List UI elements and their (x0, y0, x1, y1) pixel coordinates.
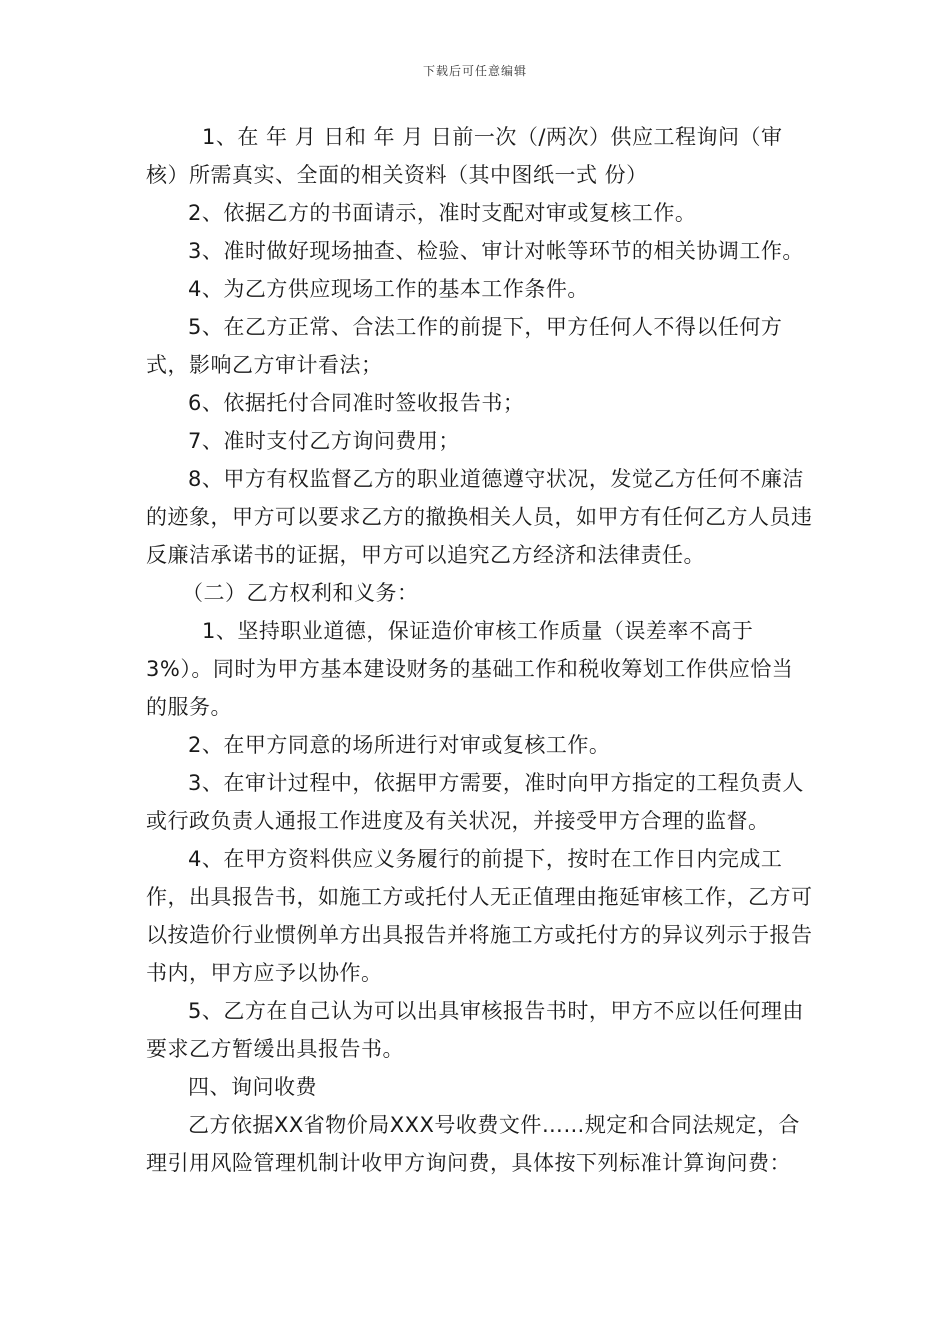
paragraph-jia-4: 4、为乙方供应现场工作的基本工作条件。 (188, 277, 589, 301)
paragraph-jia-7: 7、准时支付乙方询问费用； (188, 429, 460, 453)
paragraph-yi-3: 3、在审计过程中，依据甲方需要，准时向甲方指定的工程负责人或行政负责人通报工作进度及有关状况，并接受甲方合理的监督。 (146, 771, 804, 833)
paragraph-jia-2: 2、依据乙方的书面请示，准时支配对审或复核工作。 (188, 201, 697, 225)
paragraph-yi-2: 2、在甲方同意的场所进行对审或复核工作。 (188, 733, 611, 757)
paragraph-jia-6: 6、依据托付合同准时签收报告书； (188, 391, 525, 415)
paragraph-yi-5: 5、乙方在自己认为可以出具审核报告书时，甲方不应以任何理由要求乙方暂缓出具报告书。 (146, 999, 804, 1061)
section-heading-yi-rights: （二）乙方权利和义务： (182, 581, 419, 605)
paragraph-jia-1: 1、在 年 月 日和 年 月 日前一次（/两次）供应工程询问（审核）所需真实、全面的相关资料（其中图纸一式 份） (146, 125, 783, 187)
paragraph-jia-8: 8、甲方有权监督乙方的职业道德遵守状况，发觉乙方任何不廉洁的迹象，甲方可以要求乙方的撤换相关人员，如甲方有任何乙方人员违反廉洁承诺书的证据，甲方可以追究乙方经济和法律责任。 (146, 467, 813, 567)
paragraph-yi-4: 4、在甲方资料供应义务履行的前提下，按时在工作日内完成工作，出具报告书，如施工方或托付人无正值理由拖延审核工作，乙方可以按造价行业惯例单方出具报告并将施工方或托付方的异议列示于报告书内，甲方应予以协作。 (146, 847, 813, 985)
page-header: 下载后可任意编辑 (422, 64, 527, 78)
paragraph-yi-1: 1、坚持职业道德，保证造价审核工作质量（误差率不高于3%）。同时为甲方基本建设财务的基础工作和税收筹划工作供应恰当的服务。 (146, 619, 794, 719)
section-heading-fee: 四、询问收费 (188, 1075, 317, 1099)
document-body (146, 118, 814, 1182)
paragraph-jia-3: 3、准时做好现场抽查、检验、审计对帐等环节的相关协调工作。 (188, 239, 804, 263)
paragraph-jia-5: 5、在乙方正常、合法工作的前提下，甲方任何人不得以任何方式，影响乙方审计看法； (146, 315, 783, 377)
paragraph-fee-1: 乙方依据XX省物价局XXX号收费文件……规定和合同法规定，合理引用风险管理机制计收甲方询问费，具体按下列标准计算询问费： (146, 1113, 800, 1175)
